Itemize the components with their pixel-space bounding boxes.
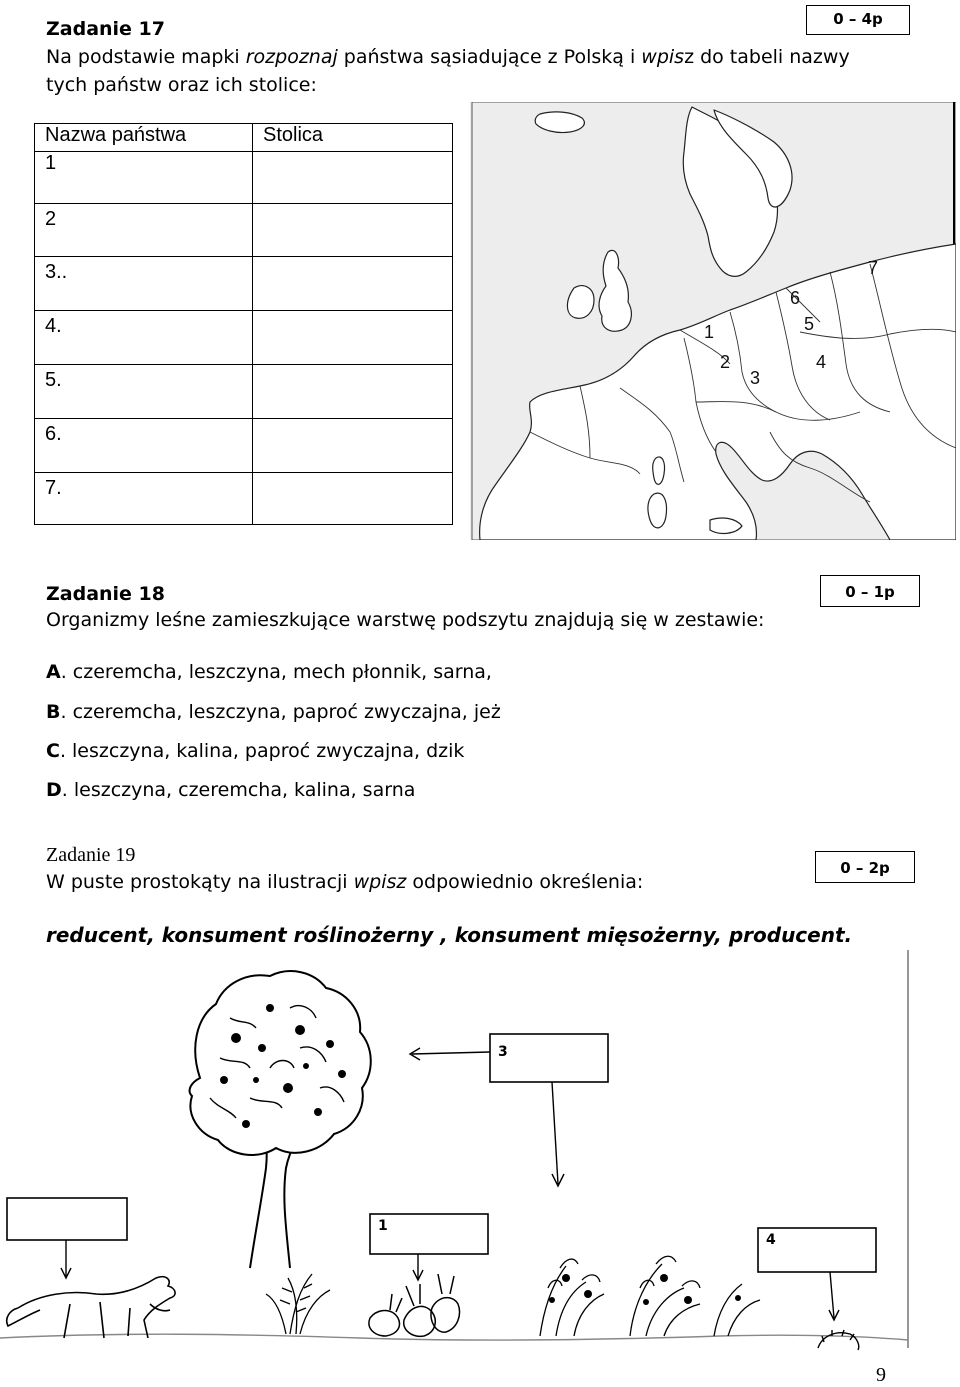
task17-points-box: 0 – 4p xyxy=(806,5,910,35)
instr-text: z do tabeli nazwy xyxy=(684,46,850,68)
table-row-number: 7. xyxy=(35,473,253,525)
rabbits-drawing xyxy=(369,1274,460,1336)
box-label-4: 4 xyxy=(766,1232,776,1248)
countries-table xyxy=(34,123,453,525)
task17-instruction-line2: tych państw oraz ich stolice: xyxy=(46,74,317,96)
table-row-number: 2 xyxy=(35,204,253,257)
task18-question: Organizmy leśne zamieszkujące warstwę podszytu znajdują się w zestawie: xyxy=(46,609,765,631)
task19-title: Zadanie 19 xyxy=(46,844,136,866)
map-label-2: 2 xyxy=(720,352,731,372)
task17-instruction xyxy=(46,46,850,68)
answer-letter: A xyxy=(46,661,61,683)
instr-text: odpowiednio określenia: xyxy=(406,871,644,893)
task19-points-box: 0 – 2p xyxy=(815,851,915,883)
map-label-7: 7 xyxy=(868,258,879,278)
table-row-number: 5. xyxy=(35,365,253,419)
instr-emphasis: wpis xyxy=(641,46,685,68)
task19-word-list: reducent, konsument roślinożerny , konsument mięsożerny, producent. xyxy=(46,923,853,947)
task18-title: Zadanie 18 xyxy=(46,583,166,605)
header-capital: Stolica xyxy=(253,124,453,152)
tree-drawing xyxy=(190,971,371,1268)
task17-title: Zadanie 17 xyxy=(46,18,166,40)
map-label-3: 3 xyxy=(750,368,761,388)
instr-emphasis: wpisz xyxy=(353,871,407,893)
label-box-1-left[interactable] xyxy=(7,1198,127,1240)
map-label-4: 4 xyxy=(816,352,827,372)
header-country: Nazwa państwa xyxy=(35,124,253,152)
sardinia xyxy=(648,493,667,528)
table-row-number: 3.. xyxy=(35,257,253,311)
fern-drawing xyxy=(266,1274,330,1334)
answer-letter: C xyxy=(46,740,60,762)
capital-cell[interactable] xyxy=(253,473,453,525)
answer-text: . czeremcha, leszczyna, mech płonnik, sarna, xyxy=(60,661,492,683)
page-number: 9 xyxy=(876,1364,886,1386)
answer-text: . leszczyna, kalina, paproć zwyczajna, dzik xyxy=(59,740,465,762)
capital-cell[interactable] xyxy=(253,365,453,419)
instr-emphasis: rozpoznaj xyxy=(245,46,338,68)
map-label-5: 5 xyxy=(804,314,815,334)
instr-text: państwa sąsiadujące z Polską i xyxy=(337,46,642,68)
corsica xyxy=(653,457,665,484)
forest-illustration xyxy=(0,948,960,1378)
box-label-1: 1 xyxy=(378,1218,388,1234)
answer-b[interactable] xyxy=(46,701,501,723)
instr-text: W puste prostokąty na ilustracji xyxy=(46,871,354,893)
answer-text: . leszczyna, czeremcha, kalina, sarna xyxy=(61,779,416,801)
map-label-6: 6 xyxy=(790,288,801,308)
answer-text: . czeremcha, leszczyna, paproć zwyczajna, jeż xyxy=(60,701,501,723)
capital-cell[interactable] xyxy=(253,311,453,365)
europe-map xyxy=(470,102,956,540)
fox-drawing xyxy=(7,1277,175,1338)
task18-points-box: 0 – 1p xyxy=(820,575,920,607)
capital-cell[interactable] xyxy=(253,152,453,204)
answer-letter: D xyxy=(46,779,62,801)
box-label-3: 3 xyxy=(498,1044,508,1060)
capital-cell[interactable] xyxy=(253,204,453,257)
answer-letter: B xyxy=(46,701,61,723)
hedgehog-drawing xyxy=(818,1330,859,1350)
answer-c[interactable] xyxy=(46,740,464,762)
capital-cell[interactable] xyxy=(253,419,453,473)
bushes-drawing xyxy=(540,1256,760,1336)
table-row-number: 4. xyxy=(35,311,253,365)
capital-cell[interactable] xyxy=(253,257,453,311)
answer-a[interactable] xyxy=(46,661,492,683)
table-row-number: 6. xyxy=(35,419,253,473)
instr-text: Na podstawie mapki xyxy=(46,46,246,68)
task19-instruction xyxy=(46,871,643,893)
map-label-1: 1 xyxy=(704,322,715,342)
table-row-number: 1 xyxy=(35,152,253,204)
answer-d[interactable] xyxy=(46,779,415,801)
